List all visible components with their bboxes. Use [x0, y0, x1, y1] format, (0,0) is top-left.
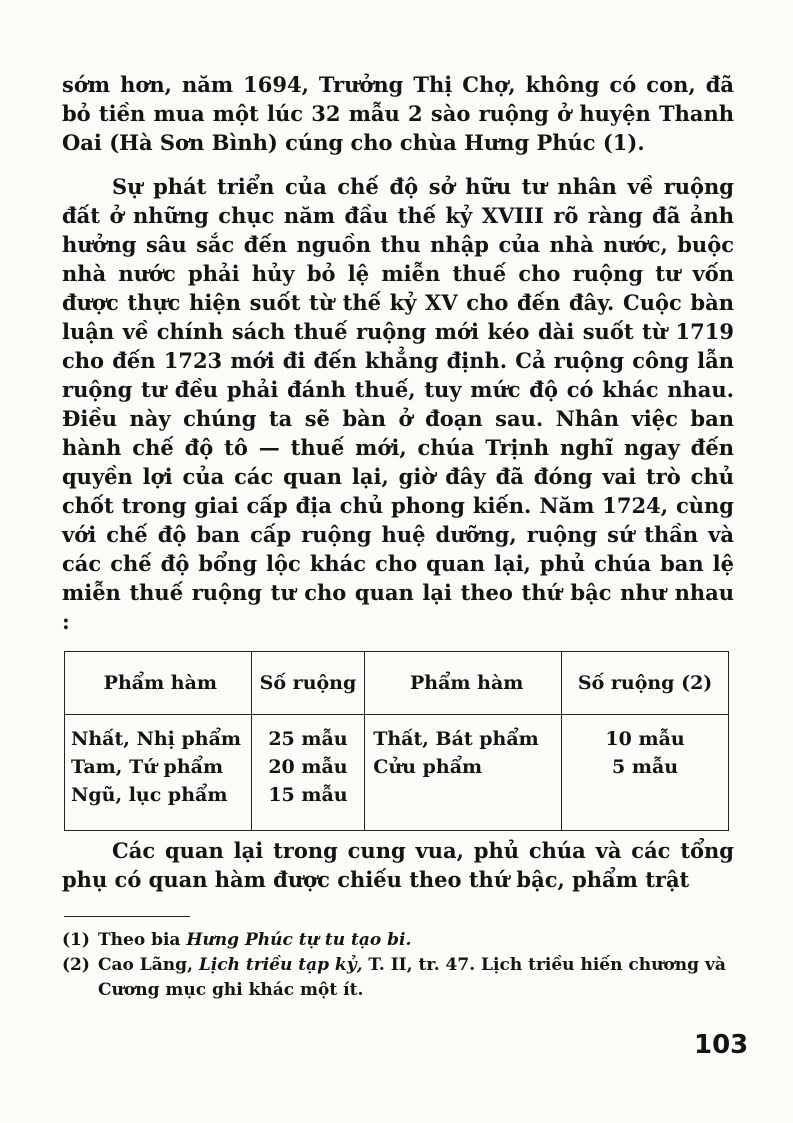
footnote-text: Theo bia: [98, 930, 187, 950]
footnote-text: Cao Lãng,: [98, 955, 199, 975]
header-land-2: Số ruộng (2): [562, 652, 729, 715]
header-rank-1: Phẩm hàm: [65, 652, 252, 715]
rank-cell-1: [65, 715, 252, 831]
land-amount: 10 mẫu: [605, 728, 685, 750]
footnote-1: [62, 928, 734, 953]
paragraph-continuation: sớm hơn, năm 1694, Trưởng Thị Chợ, không có con, đã bỏ tiền mua một lúc 32 mẫu 2 sào ruộng ở huyện Thanh Oai (Hà Sơn Bình) cúng cho chùa Hưng Phúc (1).: [62, 72, 734, 155]
table-header-row: [65, 652, 729, 715]
rank-label: Tam, Tứ phẩm: [71, 756, 224, 778]
rank-cell-2: [365, 715, 562, 831]
header-rank-2: Phẩm hàm: [365, 652, 562, 715]
rank-label: Ngũ, lục phẩm: [71, 784, 228, 806]
table-row: [65, 715, 729, 831]
footnotes: [62, 928, 734, 1003]
land-cell-1: [251, 715, 365, 831]
paragraph-officials: Các quan lại trong cung vua, phủ chúa và các tổng phụ có quan hàm được chiếu theo thứ bậc, phẩm trật: [62, 838, 734, 892]
land-amount: 20 mẫu: [268, 756, 348, 778]
footnote-source-title: Lịch triều tạp kỷ,: [198, 955, 363, 975]
rank-land-table: [64, 651, 729, 831]
page-number: 103: [694, 1030, 749, 1060]
rank-label: Cửu phẩm: [373, 756, 483, 778]
footnote-divider: [64, 916, 190, 917]
footnote-mark: (1): [62, 930, 90, 950]
rank-label: Nhất, Nhị phẩm: [71, 728, 242, 750]
rank-label: Thất, Bát phẩm: [373, 728, 539, 750]
header-land-1: Số ruộng: [251, 652, 365, 715]
paragraph-land-tax: Sự phát triển của chế độ sở hữu tư nhân về ruộng đất ở những chục năm đầu thế kỷ XVIII rõ ràng đã ảnh hưởng sâu sắc đến nguồn thu nhập của nhà nước, buộc nhà nước phải hủy bỏ lệ miễn thuế cho ruộng tư vốn được thực hiện suốt từ thế kỷ XV cho đến đây. Cuộc bàn luận về chính sách thuế ruộng mới kéo dài suốt từ 1719 cho đến 1723 mới đi đến khẳng định. Cả ruộng công lẫn ruộng tư đều phải đánh thuế, tuy mức độ có khác nhau. Điều này chúng ta sẽ bàn ở đoạn sau. Nhân việc ban hành chế độ tô — thuế mới, chúa Trịnh nghĩ ngay đến quyền lợi của các quan lại, giờ đây đã đóng vai trò chủ chốt trong giai cấp địa chủ phong kiến. Năm 1724, cùng với chế độ ban cấp ruộng huệ dưỡng, ruộng sứ thần và các chế độ bổng lộc khác cho quan lại, phủ chúa ban lệ miễn thuế ruộng tư cho quan lại theo thứ bậc như nhau :: [62, 174, 734, 634]
footnote-mark: (2): [62, 955, 90, 975]
footnote-source-title: Hưng Phúc tự tu tạo bi.: [186, 930, 412, 950]
land-amount: 5 mẫu: [612, 756, 679, 778]
land-amount: 25 mẫu: [268, 728, 348, 750]
land-amount: 15 mẫu: [268, 784, 348, 806]
footnote-2: [62, 953, 734, 1003]
land-cell-2: [562, 715, 729, 831]
footnote-text: T. II, tr. 47. Lịch triều hiến chương và Cương mục ghi khác một ít.: [98, 955, 726, 1000]
